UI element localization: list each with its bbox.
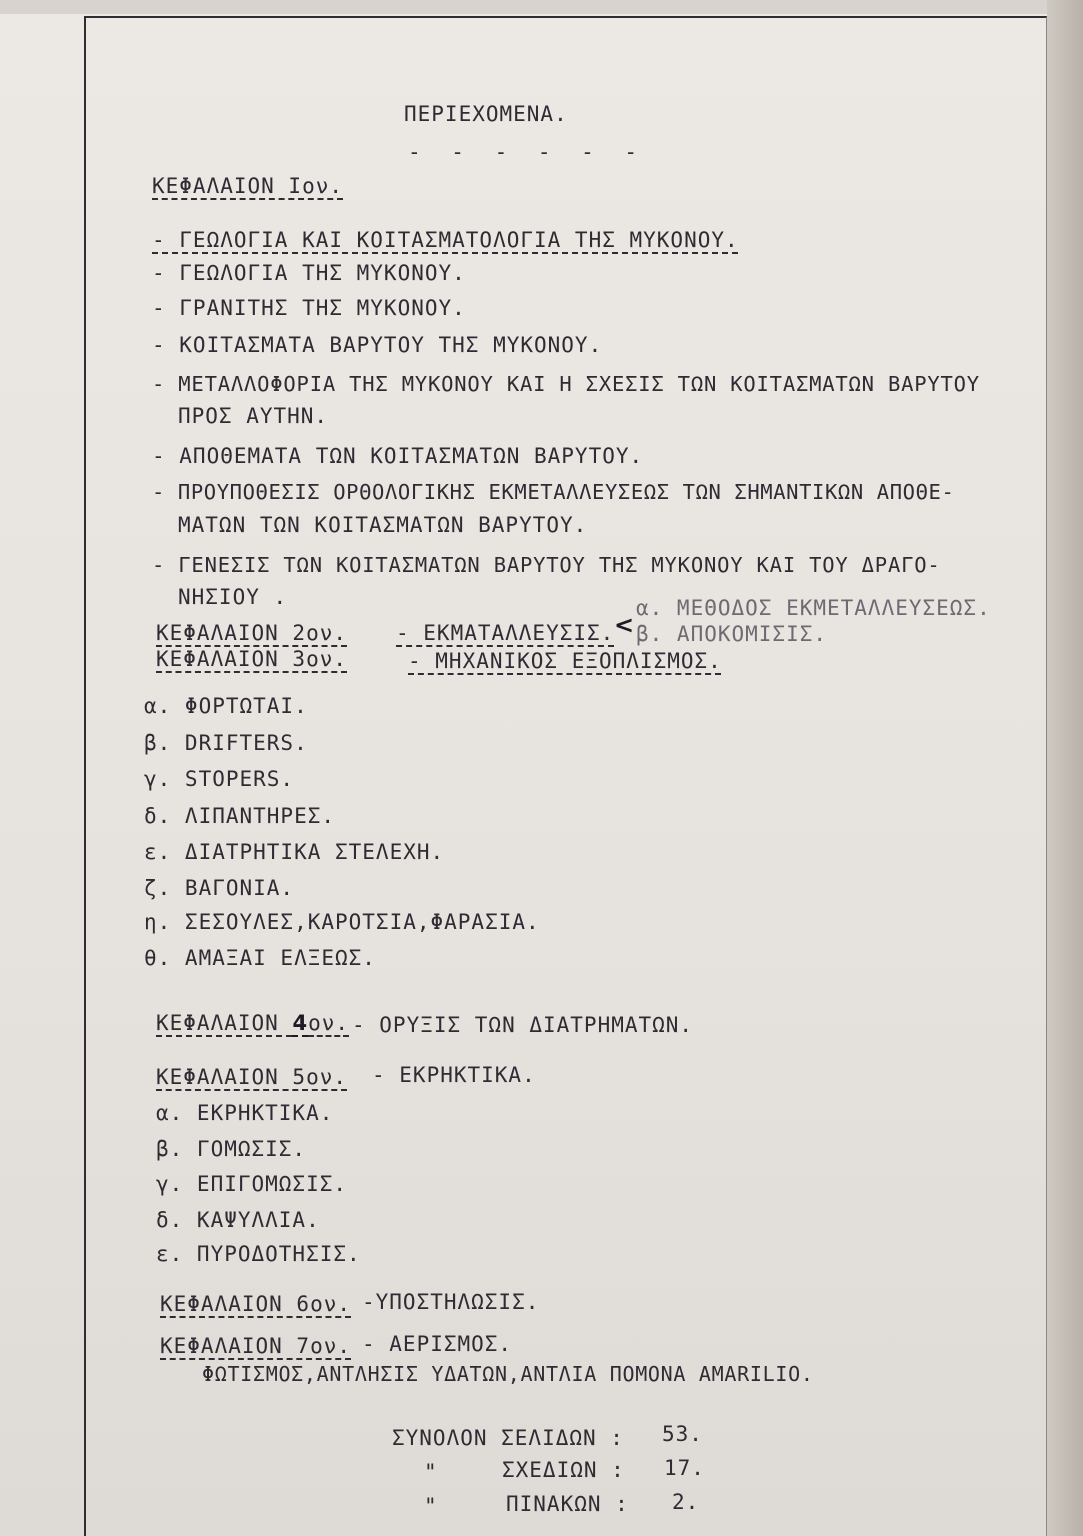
chapter-1-item	[152, 228, 739, 252]
chapter-3-item: ε. ΔΙΑΤΡΗΤΙΚΑ ΣΤΕΛΕΧΗ.	[144, 840, 445, 864]
totals-drawings-label: ΣΧΕΔΙΩΝ :	[502, 1458, 625, 1482]
totals-drawings-value: 17.	[664, 1456, 705, 1480]
chapter-4-number: 4	[292, 1011, 309, 1035]
chapter-6-heading: ΚΕΦΑΛΑΙΟΝ 6ον.	[160, 1292, 352, 1316]
chapter-3-item: θ. ΑΜΑΞΑΙ ΕΛΞΕΩΣ.	[144, 946, 376, 970]
totals-ditto-2: "	[424, 1494, 438, 1518]
chapter-3-item: γ. STOPERS.	[144, 767, 295, 791]
chapter-1-item-continued: ΠΡΟΣ ΑΥΤΗΝ.	[178, 404, 329, 428]
chapter-1-item-continued: ΜΑΤΩΝ ΤΩΝ ΚΟΙΤΑΣΜΑΤΩΝ ΒΑΡΥΤΟΥ.	[178, 513, 588, 537]
paper-right-edge	[1047, 0, 1083, 1536]
chapter-1-item: - ΜΕΤΑΛΛΟΦΟΡΙΑ ΤΗΣ ΜΥΚΟΝΟΥ ΚΑΙ Η ΣΧΕΣΙΣ ΤΩΝ ΚΟΙΤΑΣΜΑΤΩΝ ΒΑΡΥΤΟΥ	[152, 372, 980, 396]
chapter-3-item: δ. ΛΙΠΑΝΤΗΡΕΣ.	[144, 804, 336, 828]
chapter-2-sub-a: α. ΜΕΘΟΔΟΣ ΕΚΜΕΤΑΛΛΕΥΣΕΩΣ.	[636, 596, 991, 620]
title-rule: - - - - - -	[408, 140, 647, 164]
chapter-5-item: γ. ΕΠΙΓΟΜΩΣΙΣ.	[156, 1172, 348, 1196]
chapter-4-heading-text: ΚΕΦΑΛΑΙΟΝ	[156, 1011, 293, 1035]
chapter-3-item: β. DRIFTERS.	[144, 731, 308, 755]
chapter-5-heading: ΚΕΦΑΛΑΙΟΝ 5ον.	[156, 1065, 348, 1089]
chapter-3-heading: ΚΕΦΑΛΑΙΟΝ 3ον.	[156, 647, 348, 671]
chapter-7-line2: ΦΩΤΙΣΜΟΣ,ΑΝΤΛΗΣΙΣ ΥΔΑΤΩΝ,ΑΝΤΛΙΑ ΠΟΜΟΝΑ AMARILIO.	[202, 1362, 814, 1386]
chapter-7-heading: ΚΕΦΑΛΑΙΟΝ 7ον.	[160, 1334, 352, 1358]
chapter-2-heading: ΚΕΦΑΛΑΙΟΝ 2ον.	[156, 621, 348, 645]
chapter-5-item: α. ΕΚΡΗΚΤΙΚΑ.	[156, 1101, 334, 1125]
chapter-1-item: - ΓΕΩΛΟΓΙΑ ΤΗΣ ΜΥΚΟΝΟΥ.	[152, 261, 466, 285]
paper-top-edge	[0, 0, 1083, 14]
chapter-2-brace: <	[614, 611, 636, 639]
chapter-7-subject: - ΑΕΡΙΣΜΟΣ.	[362, 1332, 513, 1356]
chapter-5-subject: - ΕΚΡΗΚΤΙΚΑ.	[372, 1063, 536, 1087]
chapter-3-item: α. ΦΟΡΤΩΤΑΙ.	[144, 694, 308, 718]
chapter-4-heading	[156, 1011, 349, 1035]
chapter-1-item: - ΓΡΑΝΙΤΗΣ ΤΗΣ ΜΥΚΟΝΟΥ.	[152, 296, 466, 320]
chapter-1-item: - ΠΡΟΥΠΟΘΕΣΙΣ ΟΡΘΟΛΟΓΙΚΗΣ ΕΚΜΕΤΑΛΛΕΥΣΕΩΣ ΤΩΝ ΣΗΜΑΝΤΙΚΩΝ ΑΠΟΘΕ-	[152, 480, 955, 504]
chapter-6-subject: -ΥΠΟΣΤΗΛΩΣΙΣ.	[362, 1290, 540, 1314]
page-title: ΠΕΡΙΕΧΟΜΕΝΑ.	[404, 102, 568, 126]
chapter-1-item: - ΓΕΝΕΣΙΣ ΤΩΝ ΚΟΙΤΑΣΜΑΤΩΝ ΒΑΡΥΤΟΥ ΤΗΣ ΜΥΚΟΝΟΥ ΚΑΙ ΤΟΥ ΔΡΑΓΟ-	[152, 553, 941, 577]
chapter-1-item: - ΚΟΙΤΑΣΜΑΤΑ ΒΑΡΥΤΟΥ ΤΗΣ ΜΥΚΟΝΟΥ.	[152, 333, 603, 357]
chapter-3-item: ζ. ΒΑΓΟΝΙΑ.	[144, 876, 295, 900]
chapter-1-item-continued: ΝΗΣΙΟΥ .	[178, 585, 288, 609]
totals-pages-label: ΣΥΝΟΛΟΝ ΣΕΛΙΔΩΝ :	[392, 1426, 624, 1450]
chapter-3-subject: - ΜΗΧΑΝΙΚΟΣ ΕΞΟΠΛΙΣΜΟΣ.	[408, 649, 722, 673]
chapter-4-heading-suffix: ον.	[308, 1011, 349, 1035]
totals-tables-value: 2.	[672, 1490, 700, 1514]
chapter-5-item: ε. ΠΥΡΟΔΟΤΗΣΙΣ.	[156, 1242, 361, 1266]
chapter-3-item: η. ΣΕΣΟΥΛΕΣ,ΚΑΡΟΤΣΙΑ,ΦΑΡΑΣΙΑ.	[144, 910, 540, 934]
chapter-2-sub-b: β. ΑΠΟΚΟΜΙΣΙΣ.	[636, 622, 828, 646]
chapter-2-subject: - ΕΚΜΑΤΑΛΛΕΥΣΙΣ.	[396, 621, 615, 645]
chapter-1-item-text: - ΓΕΩΛΟΓΙΑ ΚΑΙ ΚΟΙΤΑΣΜΑΤΟΛΟΓΙΑ ΤΗΣ ΜΥΚΟΝΟΥ.	[152, 228, 739, 252]
totals-tables-label: ΠΙΝΑΚΩΝ :	[506, 1492, 629, 1516]
chapter-5-item: δ. ΚΑΨΥΛΛΙΑ.	[156, 1208, 320, 1232]
totals-ditto-1: "	[424, 1460, 438, 1484]
chapter-1-item: - ΑΠΟΘΕΜΑΤΑ ΤΩΝ ΚΟΙΤΑΣΜΑΤΩΝ ΒΑΡΥΤΟΥ.	[152, 444, 644, 468]
chapter-1-heading: ΚΕΦΑΛΑΙΟΝ Ιον.	[152, 174, 344, 198]
totals-pages-value: 53.	[662, 1422, 703, 1446]
chapter-5-item: β. ΓΟΜΩΣΙΣ.	[156, 1137, 307, 1161]
chapter-4-subject: - ΟΡΥΞΙΣ ΤΩΝ ΔΙΑΤΡΗΜΑΤΩΝ.	[352, 1013, 694, 1037]
